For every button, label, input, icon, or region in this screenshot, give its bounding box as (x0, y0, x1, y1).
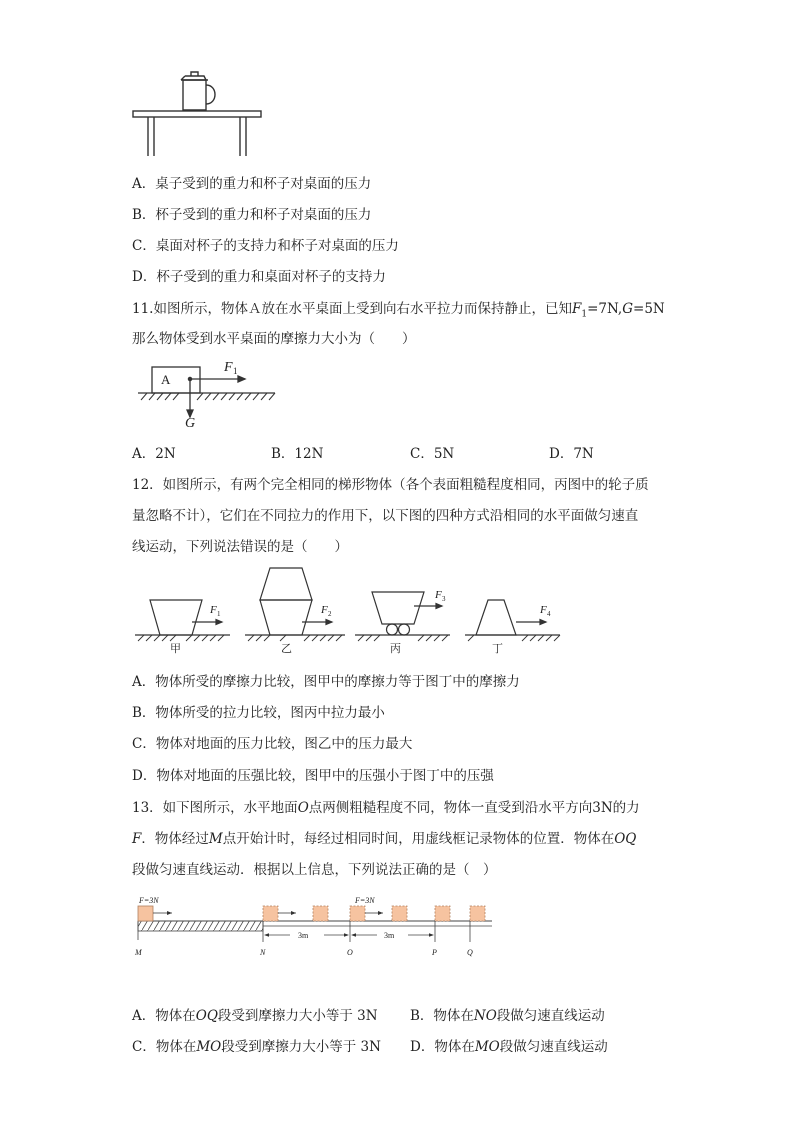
q13-force-label-1: F=3N (139, 896, 159, 905)
q11-g-value: =5N (633, 301, 665, 317)
q12-option-a: A．物体所受的摩擦力比较，图甲中的摩擦力等于图丁中的摩擦力 (132, 674, 520, 690)
q13-label-q: Q (467, 948, 473, 957)
q13-option-a (132, 1004, 378, 1024)
q13-motion-figure (130, 890, 500, 960)
q13-option-d (410, 1035, 608, 1055)
q13-option-a-text: 段受到摩擦力大小等于 3N (217, 1008, 378, 1024)
q11-fig-force-sub: 1 (233, 366, 238, 376)
q12-force-f1: F (210, 604, 217, 616)
q11-fig-force-label: F (224, 360, 233, 375)
q11-f1-value: =7N, (587, 301, 623, 317)
q12-option-c: C．物体对地面的压力比较，图乙中的压力最大 (132, 736, 413, 752)
q13-segment-oq: OQ (614, 831, 637, 847)
q11-option-a: A．2N (132, 446, 176, 462)
q12-label-ding: 丁 (492, 643, 503, 655)
q12-force-f1-sub: 1 (217, 610, 221, 618)
q10-option-a: A．桌子受到的重力和杯子对桌面的压力 (132, 176, 372, 192)
q13-label-m: M (135, 948, 142, 957)
q11-option-c: C．5N (410, 446, 455, 462)
q11-option-d: D．7N (549, 446, 594, 462)
q13-option-c-text: 段受到摩擦力大小等于 3N (221, 1039, 381, 1055)
q13-option-b-prefix: B．物体在 (410, 1008, 474, 1024)
q13-label-o: O (347, 948, 353, 957)
q13-option-a-prefix: A．物体在 (132, 1008, 196, 1024)
q13-label-n: N (260, 948, 266, 957)
q13-option-b (410, 1004, 605, 1024)
q13-distance-2: 3m (384, 931, 395, 940)
q13-stem-line2 (132, 827, 636, 847)
q11-f1-sub: 1 (581, 309, 588, 320)
cup-on-table-figure (130, 68, 265, 160)
q13-option-a-segment: OQ (195, 1008, 218, 1024)
q12-stem-line1: 12．如图所示，有两个完全相同的梯形物体（各个表面粗糙程度相同，丙图中的轮子质 (132, 477, 649, 493)
q12-option-d: D．物体对地面的压强比较，图甲中的压强小于图丁中的压强 (132, 768, 494, 784)
q12-force-f4-sub: 4 (547, 610, 551, 618)
q12-label-yi: 乙 (281, 643, 292, 655)
q13-distance-1: 3m (298, 931, 309, 940)
q13-force-label-2: F=3N (355, 896, 375, 905)
q10-option-b: B．杯子受到的重力和杯子对桌面的压力 (132, 207, 372, 223)
q13-option-b-text: 段做匀速直线运动 (496, 1008, 605, 1024)
q12-option-b: B．物体所受的拉力比较，图丙中拉力最小 (132, 705, 385, 721)
q13-stem-text-b: 点两侧粗糙程度不同，物体一直受到沿水平方向3N的力 (308, 800, 640, 816)
q11-g-symbol: G (622, 301, 634, 317)
q11-stem-text: 11.如图所示，物体Ａ放在水平桌面上受到向右水平拉力而保持静止，已知 (132, 301, 572, 317)
q13-option-b-segment: NO (473, 1008, 497, 1024)
q12-label-bing: 丙 (390, 643, 401, 655)
q11-f1-symbol: F (571, 301, 582, 317)
q13-option-c (132, 1035, 381, 1055)
q12-stem-line2: 量忽略不计），它们在不同拉力的作用下，以下图的四种方式沿相同的水平面做匀速直 (132, 508, 639, 524)
q13-point-m: M (208, 831, 223, 847)
q13-point-o: O (297, 800, 309, 816)
q11-option-b: B．12N (271, 446, 324, 462)
q13-option-c-prefix: C．物体在 (132, 1039, 197, 1055)
q12-trapezoid-figure (130, 560, 570, 660)
q10-option-d: D．杯子受到的重力和桌面对杯子的支持力 (132, 269, 386, 285)
q13-option-d-prefix: D．物体在 (410, 1039, 475, 1055)
q11-stem-line1 (132, 297, 665, 320)
q13-label-p: P (432, 948, 437, 957)
q13-option-d-text: 段做匀速直线运动 (499, 1039, 608, 1055)
q13-option-c-segment: MO (196, 1039, 222, 1055)
q12-force-f3: F (435, 589, 442, 601)
q11-fig-weight-label: G (185, 416, 196, 430)
q12-force-f3-sub: 3 (442, 595, 446, 603)
q11-block-figure (135, 355, 280, 430)
q12-force-f2: F (321, 604, 328, 616)
q13-stem-line1 (132, 796, 640, 816)
q12-label-jia: 甲 (170, 643, 181, 655)
q12-force-f4: F (540, 604, 547, 616)
q13-stem-text-c: ．物体经过 (141, 831, 209, 847)
q11-block-label: A (161, 372, 171, 387)
q13-stem-text-d: 点开始计时，每经过相同时间，用虚线框记录物体的位置．物体在 (222, 831, 615, 847)
q13-force-symbol: F (132, 831, 142, 847)
q13-option-d-segment: MO (474, 1039, 500, 1055)
q13-stem-line3: 段做匀速直线运动．根据以上信息，下列说法正确的是（ ） (132, 862, 497, 878)
q10-option-c: C．桌面对杯子的支持力和杯子对桌面的压力 (132, 238, 399, 254)
q11-stem-line2: 那么物体受到水平桌面的摩擦力大小为（ ） (132, 331, 416, 347)
q12-force-f2-sub: 2 (328, 610, 332, 618)
q12-stem-line3: 线运动，下列说法错误的是（ ） (132, 539, 348, 555)
q13-stem-text-a: 13．如下图所示，水平地面 (132, 800, 298, 816)
